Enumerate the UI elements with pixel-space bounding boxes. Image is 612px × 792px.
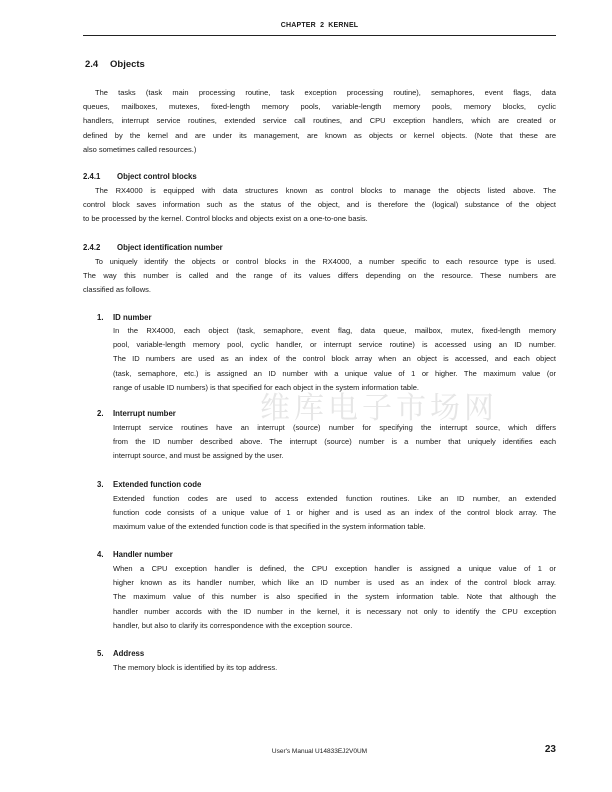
text-line: also sometimes called resources.) (83, 144, 197, 154)
list-item-title: ID number (113, 313, 152, 322)
subsection-title: Object identification number (117, 243, 223, 252)
subsection-paragraph (83, 184, 556, 227)
text-line: function code consists of a unique value of 1 or higher and is used as an index of the control block array. The (113, 508, 556, 518)
text-line: to be processed by the kernel. Control blocks and objects exist on a one-to-one basis. (83, 214, 368, 224)
page-number: 23 (544, 744, 556, 755)
section-paragraph (83, 86, 556, 157)
text-line: defined by the kernel and are under its management, are known as objects or kernel objects. (Note that these are (83, 130, 556, 140)
text-line: The ID numbers are used as an index of the control block array when an object is accessed, and each object (113, 354, 556, 364)
section-number: 2.4 (85, 59, 99, 70)
list-item-number: 2. (97, 409, 104, 418)
text-line: Extended function codes are used to access extended function routines. Like an ID number, an extended (113, 494, 556, 503)
text-line: The tasks (task main processing routine, task exception processing routine), semaphores, event flags, data (95, 88, 556, 97)
footer-manual-id: User's Manual U14833EJ2V0UM (271, 748, 368, 755)
text-line: handler number accords with the ID number in the kernel, it is necessary not only to identify the CPU exception (113, 606, 556, 616)
list-item-text (113, 562, 556, 633)
running-header: CHAPTER 2 KERNEL (280, 22, 359, 29)
text-line: interrupt source, and must be assigned by the user. (113, 451, 284, 461)
text-line: The way this number is called and the range of its values differs depending on the resource. These numbers are (83, 271, 556, 281)
list-item-text (113, 492, 556, 535)
text-line: maximum value of the extended function code is that specified in the system information table. (113, 522, 426, 532)
list-item-number: 3. (97, 480, 104, 489)
text-line: control block saves information such as the status of the object, and is therefore the (logical) substance of the object (83, 200, 556, 210)
text-line: queues, mailboxes, mutexes, fixed-length memory pools, variable-length memory pools, memory blocks, cyclic (83, 102, 556, 112)
section-title: Objects (110, 59, 145, 70)
list-item-title: Interrupt number (113, 409, 176, 418)
watermark: 维库电子市场网 (260, 391, 498, 426)
list-item-number: 1. (97, 313, 104, 322)
text-line: (task, semaphore, etc.) is assigned an ID number with a unique value of 1 or higher. The maximum value (or (113, 368, 556, 378)
text-line: classified as follows. (83, 285, 151, 295)
text-line: pool, variable-length memory pool, cyclic handler, or interrupt service routine) is accessed using an ID number. (113, 340, 556, 350)
header-rule (83, 35, 556, 36)
text-line: handler, but also to clarify its correspondence with the exception source. (113, 620, 353, 630)
subsection-number: 2.4.1 (83, 172, 101, 181)
text-line: To uniquely identify the objects or control blocks in the RX4000, a number specific to each resource type is used. (95, 257, 556, 266)
text-line: The memory block is identified by its top address. (113, 663, 278, 672)
list-item-number: 4. (97, 550, 104, 559)
text-line: In the RX4000, each object (task, semaphore, event flag, data queue, mailbox, mutex, fixed-length memory (113, 326, 556, 335)
list-item-text (113, 324, 556, 395)
subsection-title: Object control blocks (117, 172, 197, 181)
list-item-title: Extended function code (113, 480, 202, 489)
text-line: When a CPU exception handler is defined, the CPU exception handler is assigned a unique value of 1 or (113, 564, 556, 573)
list-item-title: Address (113, 649, 145, 658)
text-line: from the ID number described above. The interrupt (source) number is a number that uniquely identifies each (113, 437, 556, 447)
list-item-text (113, 661, 556, 675)
list-item-number: 5. (97, 649, 104, 658)
text-line: Interrupt service routines have an interrupt (source) number for specifying the interrupt source, which differs (113, 423, 556, 432)
text-line: higher known as its handler number, which like an ID number is used as an index of the control block array. (113, 578, 556, 588)
subsection-number: 2.4.2 (83, 243, 101, 252)
text-line: range of usable ID numbers) is that specified for each object in the system information table. (113, 382, 419, 392)
list-item-text (113, 421, 556, 464)
list-item-title: Handler number (113, 550, 173, 559)
text-line: The maximum value of this number is also specified in the system information table. Note that although the (113, 592, 556, 602)
subsection-paragraph (83, 255, 556, 298)
text-line: handlers, interrupt service routines, extended service call routines, and CPU exception handlers, which are created or (83, 116, 556, 126)
text-line: The RX4000 is equipped with data structures known as control blocks to manage the objects listed above. The (95, 186, 556, 195)
